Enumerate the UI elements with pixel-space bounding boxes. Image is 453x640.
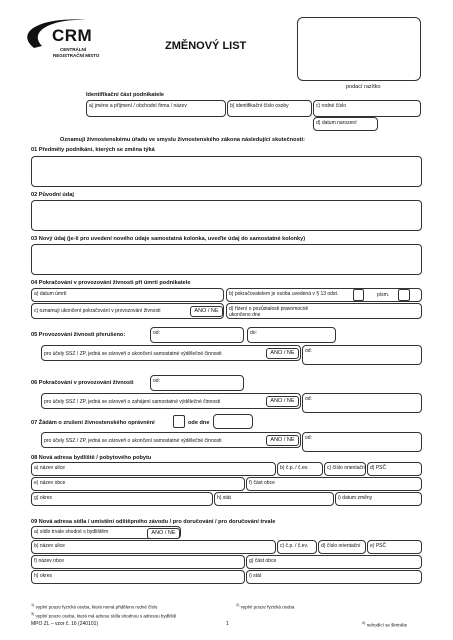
cancel-from-field[interactable] [213, 414, 253, 429]
ssz-from-field-06[interactable]: od: [302, 393, 422, 413]
residence-co-field[interactable]: c) číslo orientační [324, 462, 366, 476]
ssz-field-06[interactable]: pro účely SSZ / ZP, jedná se zároveň o zahájení samostatné výdělečné činnosti [41, 393, 301, 409]
seat-town-field[interactable]: f) název obce [31, 555, 245, 569]
footnote-2: $^{2)}$ vyplní pouze fyzická osoba [236, 603, 295, 610]
ssz-from-field-07[interactable]: od: [302, 432, 422, 452]
death-date-field[interactable]: a) datum úmrtí [31, 288, 224, 302]
footnote-4: $^{4)}$ nehodící se škrtněte [362, 621, 408, 628]
seat-psc-field[interactable]: e) PSČ [367, 540, 422, 554]
stamp-box[interactable] [297, 17, 421, 81]
ssz-field-07[interactable]: pro účely SSZ / ZP, jedná se zároveň o ukončení samostatné výdělečné činnosti [41, 432, 301, 448]
ano-ne-toggle-07[interactable]: ANO / NE [266, 435, 299, 446]
name-field[interactable]: a) jméno a příjmení / obchodní firma / název [86, 100, 226, 117]
residence-town-field[interactable]: e) název obce [31, 477, 245, 491]
section-03-heading: 03 Nový údaj (je-li pro uvedení nového údaje samostatná kolonka, uveďte údaj do samostatné kolonky) [31, 236, 306, 242]
section-01-heading: 01 Předměty podnikání, kterých se změna týká [31, 147, 155, 153]
birth-date-field[interactable]: d) datum narození [313, 117, 378, 131]
section-03-field[interactable] [31, 244, 422, 275]
ano-ne-toggle-09[interactable]: ANO / NE [147, 528, 180, 539]
seat-street-field[interactable]: b) název ulice [31, 540, 276, 554]
interruption-from-field[interactable]: od: [150, 327, 244, 343]
logo-subtitle-2: REGISTRAČNÍ MÍSTO [53, 53, 100, 58]
letter-box[interactable] [398, 289, 410, 301]
interruption-to-field[interactable]: do: [247, 327, 336, 343]
residence-district-field[interactable]: g) okres [31, 492, 213, 506]
section-09-heading: 09 Nová adresa sídla / umístění odštěpného závodu / pro doručování / pro doručování trvale [31, 519, 276, 525]
seat-co-field[interactable]: d) číslo orientační [318, 540, 366, 554]
section-06-heading: 06 Pokračování v provozování živnosti [31, 380, 134, 386]
stamp-label: podací razítko [346, 84, 381, 90]
crm-logo [20, 14, 115, 69]
ssz-field-05[interactable]: pro účely SSZ / ZP, jedná se zároveň o ukončení samostatné výdělečné činnosti [41, 345, 301, 361]
section-02-heading: 02 Původní údaj [31, 192, 74, 198]
paragraph-box[interactable] [353, 289, 364, 301]
birth-number-field[interactable]: c) rodné číslo [313, 100, 421, 117]
ano-ne-toggle-06[interactable]: ANO / NE [266, 396, 299, 407]
seat-state-field[interactable]: i) stát [246, 570, 422, 584]
logo-text: CRM [52, 26, 93, 45]
footnote-3: $^{3)}$ vyplní pouze osoba, která má adresu sídla shodnou s adresou bydliště [31, 612, 177, 619]
identification-heading: Identifikační část podnikatele [86, 92, 165, 98]
ico-field[interactable]: b) identifikační číslo osoby [227, 100, 312, 117]
continuer-field[interactable]: b) pokračovatelem je osoba uvedená v § 13 odst. písm. [226, 288, 422, 302]
continuation-from-field[interactable]: od: [150, 375, 244, 391]
residence-cp-field[interactable]: b) č.p. / č.ev. [277, 462, 323, 476]
page-number: 1 [226, 621, 229, 627]
residence-state-field[interactable]: h) stát [214, 492, 334, 506]
section-04-heading: 04 Pokračování v provozování živnosti při úmrtí podnikatele [31, 280, 191, 286]
same-as-residence-field[interactable]: a) sídlo trvale shodné s bydlištěm [31, 526, 181, 539]
section-07-heading: 07 Žádám o zrušení živnostenského oprávnění [31, 420, 155, 426]
residence-change-date-field[interactable]: i) datum změny [335, 492, 422, 506]
page-title: ZMĚNOVÝ LIST [165, 40, 247, 52]
section-08-heading: 08 Nová adresa bydliště / pobytového pobytu [31, 455, 152, 461]
notice-text: Oznamuji živnostenskému úřadu ve smyslu živnostenského zákona následující skutečnosti: [60, 137, 305, 143]
section-01-field[interactable] [31, 156, 422, 187]
ssz-from-field-05[interactable]: od: [302, 345, 422, 365]
residence-psc-field[interactable]: d) PSČ [367, 462, 422, 476]
seat-part-field[interactable]: g) část obce [246, 555, 422, 569]
seat-district-field[interactable]: h) okres [31, 570, 245, 584]
section-05-heading: 05 Provozování živnosti přerušeno: [31, 332, 126, 338]
cancel-request-checkbox[interactable] [173, 415, 185, 428]
seat-cp-field[interactable]: c) č.p. / č.ev. [277, 540, 317, 554]
section-02-field[interactable] [31, 200, 422, 231]
form-id: MPO ZL – vzor č. 16 (240101) [31, 621, 99, 627]
residence-street-field[interactable]: a) název ulice [31, 462, 276, 476]
end-continuation-field[interactable]: c) oznamuji ukončení pokračování v provozování živnosti [31, 303, 224, 319]
residence-part-field[interactable]: f) část obce [246, 477, 422, 491]
ano-ne-toggle-05[interactable]: ANO / NE [266, 348, 299, 359]
ano-ne-toggle-04[interactable]: ANO / NE [190, 306, 223, 317]
from-day-label: ode dne [188, 420, 210, 426]
logo-subtitle-1: CENTRÁLNÍ [60, 47, 86, 52]
probate-field[interactable]: d) řízení o pozůstalosti pravomocně ukončeno dne [226, 303, 422, 319]
footnote-1: $^{1)}$ vyplní pouze fyzická osoba, která nemá přiděleno rodné číslo [31, 603, 158, 610]
